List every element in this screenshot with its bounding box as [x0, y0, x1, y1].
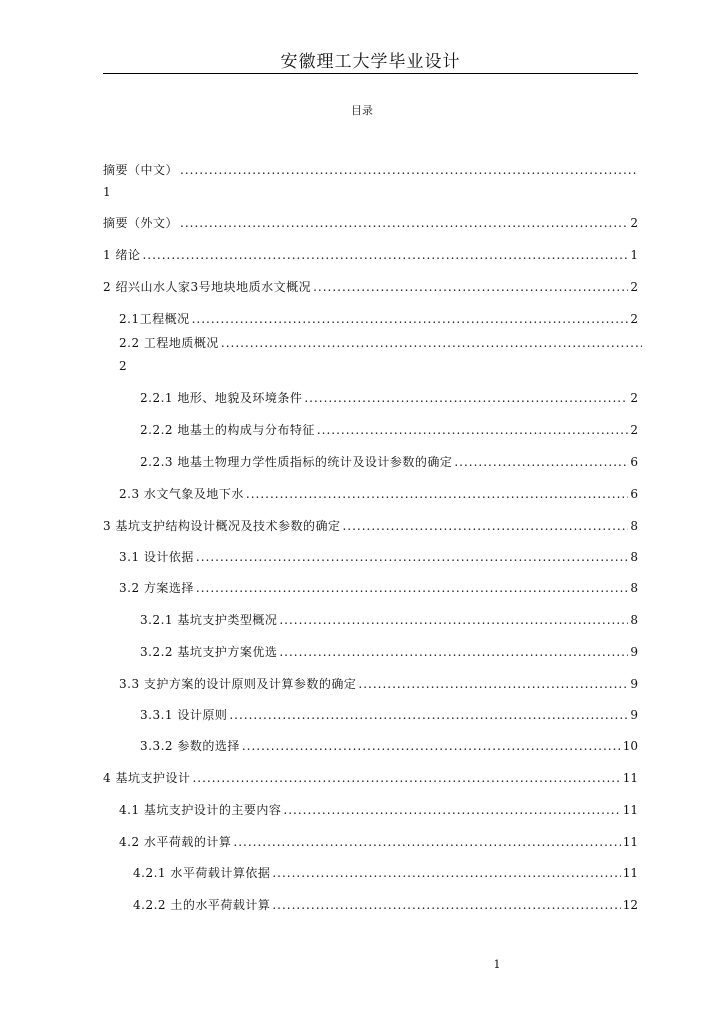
- toc-entry-page: 9: [630, 677, 638, 691]
- toc-entry-page: 11: [622, 866, 638, 880]
- toc-heading: 目录: [351, 104, 373, 117]
- toc-entry[interactable]: [140, 453, 638, 471]
- toc-entry-page: 2: [630, 312, 638, 326]
- toc-entry[interactable]: [103, 769, 638, 787]
- toc-entry[interactable]: [103, 246, 638, 264]
- toc-entry[interactable]: [140, 643, 638, 661]
- toc-entry[interactable]: [140, 421, 638, 439]
- toc-leader: [358, 675, 628, 693]
- toc-entry-page: 6: [630, 455, 638, 469]
- toc-entry-label: 2.2.1 地形、地貌及环境条件: [140, 391, 303, 405]
- toc-leader: [454, 453, 628, 471]
- toc-entry-page: 11: [622, 803, 638, 817]
- toc-entry-page: 8: [630, 519, 638, 533]
- page-header-title: 安徽理工大学毕业设计: [280, 52, 461, 72]
- toc-entry-page: 1: [630, 248, 638, 262]
- toc-entry[interactable]: [140, 737, 638, 755]
- toc-entry-label: 2.3 水文气象及地下水: [119, 487, 244, 501]
- toc-leader: [221, 334, 642, 352]
- toc-leader: [342, 517, 628, 535]
- toc-entry-label: 3.2.2 基坑支护方案优选: [140, 645, 278, 659]
- toc-entry[interactable]: [140, 389, 638, 407]
- toc-entry[interactable]: [140, 611, 638, 629]
- toc-leader: [142, 246, 628, 264]
- toc-entry-label: 3.2.1 基坑支护类型概况: [140, 613, 278, 627]
- toc-entry-page: 8: [630, 613, 638, 627]
- toc-entry-label: 2 绍兴山水人家3号地块地质水文概况: [103, 280, 312, 294]
- toc-entry-page: 9: [630, 708, 638, 722]
- toc-entry-label: 2.2.2 地基土的构成与分布特征: [140, 423, 315, 437]
- toc-leader: [192, 769, 620, 787]
- toc-leader: [196, 579, 628, 597]
- toc-leader: [304, 389, 628, 407]
- toc-entry-label: 3 基坑支护结构设计概况及技术参数的确定: [103, 519, 341, 533]
- toc-entry-label: 4.1 基坑支护设计的主要内容: [119, 803, 282, 817]
- toc-leader: [272, 896, 620, 914]
- toc-entry-page: 8: [630, 581, 638, 595]
- toc-entry-page: 2: [630, 391, 638, 405]
- toc-entry-label: 3.2 方案选择: [119, 581, 194, 595]
- toc-entry-page: 10: [622, 739, 638, 753]
- toc-entry-label: 3.3.2 参数的选择: [140, 739, 240, 753]
- toc-entry[interactable]: [103, 278, 638, 296]
- page-number: 1: [493, 958, 501, 971]
- toc-entry-label: 2.2 工程地质概况: [119, 336, 219, 350]
- toc-entry[interactable]: [133, 864, 638, 882]
- toc-entry-page: 12: [622, 898, 638, 912]
- toc-entry-page: 11: [622, 835, 638, 849]
- toc-entry-page: 2: [630, 280, 638, 294]
- toc-entry-page: 1: [103, 185, 111, 199]
- toc-entry[interactable]: [119, 801, 638, 819]
- toc-leader: [279, 611, 628, 629]
- toc-entry[interactable]: [119, 485, 638, 503]
- toc-entry[interactable]: [119, 579, 638, 597]
- toc-entry[interactable]: [103, 517, 638, 535]
- toc-leader: [180, 214, 628, 232]
- toc-leader: [180, 161, 636, 179]
- toc-entry-label: 4.2 水平荷载的计算: [119, 835, 232, 849]
- toc-entry[interactable]: [103, 161, 638, 179]
- toc-leader: [246, 485, 628, 503]
- toc-entry-label: 4.2.2 土的水平荷载计算: [133, 898, 271, 912]
- toc-leader: [192, 310, 629, 328]
- toc-entry-label: 1 绪论: [103, 248, 141, 262]
- toc-entry[interactable]: [103, 214, 638, 232]
- toc-entry-label: 摘要（中文）: [103, 163, 179, 177]
- toc-leader: [196, 548, 628, 566]
- toc-entry-page: 8: [630, 550, 638, 564]
- toc-entry-page: 2: [630, 216, 638, 230]
- toc-entry-label: 2.2.3 地基土物理力学性质指标的统计及设计参数的确定: [140, 455, 453, 469]
- toc-entry-label: 摘要（外文）: [103, 216, 179, 230]
- toc-leader: [313, 278, 628, 296]
- toc-entry-label: 3.3 支护方案的设计原则及计算参数的确定: [119, 677, 357, 691]
- toc-entry[interactable]: [119, 675, 638, 693]
- toc-leader: [279, 643, 628, 661]
- toc-entry-label: 2.1工程概况: [119, 312, 190, 326]
- toc-entry[interactable]: [133, 896, 638, 914]
- toc-entry-page: 11: [622, 771, 638, 785]
- toc-leader: [283, 801, 620, 819]
- toc-entry-page: 2: [630, 423, 638, 437]
- toc-leader: [229, 706, 628, 724]
- toc-leader: [242, 737, 621, 755]
- toc-leader: [317, 421, 629, 439]
- toc-entry-page: 9: [630, 645, 638, 659]
- header-rule: [103, 73, 638, 74]
- toc-entry-label: 3.3.1 设计原则: [140, 708, 228, 722]
- toc-entry[interactable]: [119, 310, 638, 328]
- toc-entry-page: 6: [630, 487, 638, 501]
- toc-entry-label: 3.1 设计依据: [119, 550, 194, 564]
- toc-entry-label: 4.2.1 水平荷载计算依据: [133, 866, 271, 880]
- toc-entry[interactable]: [119, 334, 644, 352]
- toc-entry-page: 2: [119, 359, 127, 373]
- toc-entry-label: 4 基坑支护设计: [103, 771, 191, 785]
- toc-leader: [233, 833, 620, 851]
- toc-entry[interactable]: [119, 833, 638, 851]
- toc-entry[interactable]: [140, 706, 638, 724]
- toc-entry[interactable]: [119, 548, 638, 566]
- toc-leader: [272, 864, 620, 882]
